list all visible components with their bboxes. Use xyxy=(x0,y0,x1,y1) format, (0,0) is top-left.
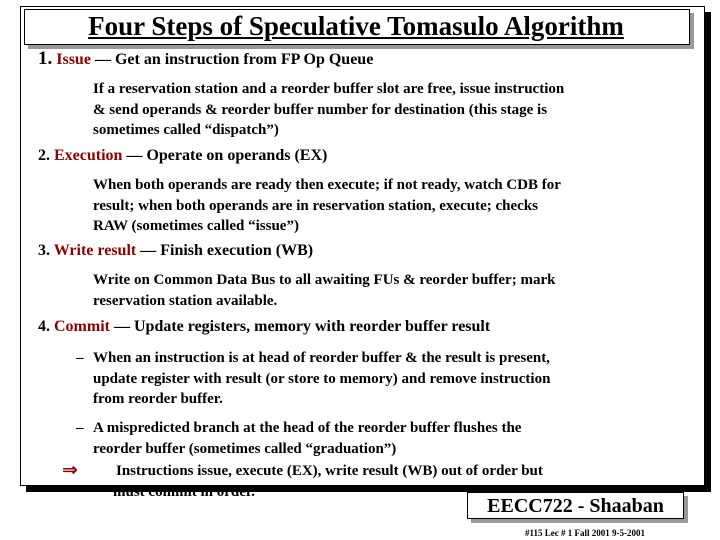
step-number: 1. xyxy=(38,48,53,69)
step-name: Execution xyxy=(54,147,123,164)
bullet-line: When an instruction is at head of reorder buffer & the result is present, xyxy=(93,350,550,366)
step-dash: — xyxy=(140,242,157,259)
step-1-heading xyxy=(38,48,373,70)
bullet-line: A mispredicted branch at the head of the reorder buffer flushes the xyxy=(93,420,522,436)
detail-line: RAW (sometimes called “issue”) xyxy=(93,218,299,234)
bullet-text xyxy=(93,418,703,459)
implication-line: must commit in order. xyxy=(113,483,255,500)
step-dash: — xyxy=(113,318,130,335)
detail-line: If a reservation station and a reorder buffer slot are free, issue instruction xyxy=(93,81,565,97)
bullet-text xyxy=(93,348,703,410)
step-4-heading xyxy=(38,318,490,336)
detail-line: When both operands are ready then execute; if not ready, watch CDB for xyxy=(93,177,561,193)
course-badge: EECC722 - Shaaban xyxy=(467,492,684,519)
bullet-dash: – xyxy=(76,420,84,436)
bullet-dash: – xyxy=(76,350,84,366)
step-number: 3. xyxy=(38,242,50,259)
step-name: Write result xyxy=(53,242,137,259)
bullet-line: from reorder buffer. xyxy=(93,391,223,407)
slide-footer: #115 Lec # 1 Fall 2001 9-5-2001 xyxy=(525,528,645,538)
detail-line: Write on Common Data Bus to all awaiting FUs & reorder buffer; mark xyxy=(93,272,556,288)
implies-arrow-icon: ⇒ xyxy=(62,459,78,481)
step-summary: Get an instruction from FP Op Queue xyxy=(114,51,374,68)
step-dash: — xyxy=(94,51,111,68)
detail-line: sometimes called “dispatch”) xyxy=(93,122,279,138)
step-number: 4. xyxy=(38,318,50,335)
step-name: Issue xyxy=(56,51,91,68)
detail-line: result; when both operands are in reservation station, execute; checks xyxy=(93,197,538,214)
step-2-heading xyxy=(38,147,327,165)
step-summary: Update registers, memory with reorder buffer result xyxy=(133,318,491,335)
step-1-details xyxy=(93,79,564,141)
detail-line: reservation station available. xyxy=(93,292,278,309)
step-summary: Operate on operands (EX) xyxy=(146,147,328,164)
slide-title: Four Steps of Speculative Tomasulo Algorithm xyxy=(88,11,624,41)
detail-line: & send operands & reorder buffer number for destination (this stage is xyxy=(93,101,548,118)
step-number: 2. xyxy=(38,147,50,164)
bullet-line: reorder buffer (sometimes called “graduation”) xyxy=(93,440,397,457)
step-3-heading xyxy=(38,242,313,260)
step-name: Commit xyxy=(54,318,110,335)
bullet-line: update register with result (or store to memory) and remove instruction xyxy=(93,370,551,387)
step-dash: — xyxy=(126,147,143,164)
step-2-details xyxy=(93,175,561,237)
step-summary: Finish execution (WB) xyxy=(160,242,314,259)
step-3-details xyxy=(93,270,555,311)
implication-line: Instructions issue, execute (EX), write result (WB) out of order but xyxy=(116,463,543,479)
